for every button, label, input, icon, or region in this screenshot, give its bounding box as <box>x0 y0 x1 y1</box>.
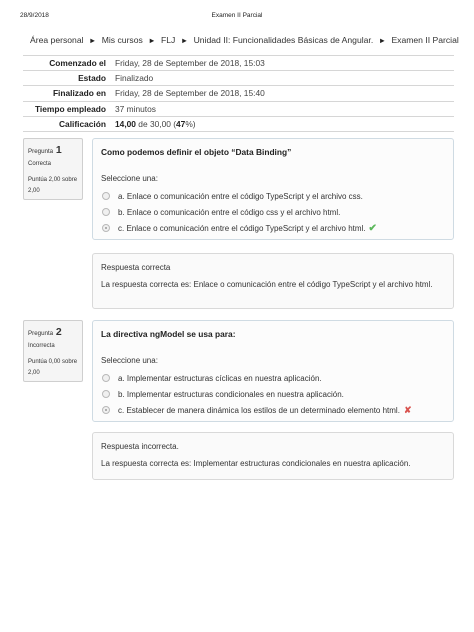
summary-label: Comenzado el <box>49 58 106 69</box>
breadcrumb-area-personal[interactable]: Área personal <box>30 35 84 45</box>
radio-button[interactable] <box>102 192 110 200</box>
summary-row-state <box>23 71 454 86</box>
question-grade <box>28 357 78 379</box>
attempt-summary-table <box>23 55 454 132</box>
summary-value <box>112 119 454 129</box>
answer-option-label: b. Enlace o comunicación entre el código css y el archivo html. <box>118 207 341 217</box>
feedback-right-answer: La respuesta correcta es: Implementar estructuras condicionales en nuestra aplicación. <box>101 459 411 468</box>
print-header <box>20 12 454 22</box>
answer-option-label: a. Implementar estructuras cíclicas en nuestra aplicación. <box>118 373 322 383</box>
answer-option[interactable] <box>101 220 445 236</box>
answer-option-label: c. Enlace o comunicación entre el código TypeScript y el archivo html. <box>118 223 366 233</box>
summary-row-time <box>23 102 454 117</box>
summary-value: Finalizado <box>115 73 154 84</box>
answer-option[interactable] <box>101 188 445 204</box>
question-number-value: 1 <box>55 144 62 156</box>
answer-option-label: a. Enlace o comunicación entre el código TypeScript y el archivo css. <box>118 191 363 201</box>
grade-total: de 30,00 ( <box>135 118 177 129</box>
question-state: Incorrecta <box>28 343 55 349</box>
answer-option-label: b. Implementar estructuras condicionales en nuestra aplicación. <box>118 389 344 399</box>
summary-row-finished <box>23 86 454 101</box>
grade-percent-suffix: %) <box>185 118 196 129</box>
triangle-right-icon: ► <box>88 36 97 45</box>
triangle-right-icon: ► <box>148 36 156 45</box>
feedback-right-answer: La respuesta correcta es: Enlace o comunicación entre el código TypeScript y el archivo html. <box>101 280 433 289</box>
feedback-text <box>101 441 445 470</box>
breadcrumb-mis-cursos[interactable]: Mis cursos <box>101 35 143 45</box>
question-formulation-2 <box>92 320 454 422</box>
grade-percent: 47 <box>176 118 186 129</box>
grade-line: 2,00 <box>28 188 40 194</box>
summary-value: 37 minutos <box>115 103 156 114</box>
grade-score: 14,00 <box>115 118 136 129</box>
check-icon: ✔ <box>368 222 377 234</box>
question-text: La directiva ngModel se usa para: <box>101 329 236 339</box>
answer-option[interactable] <box>101 370 445 386</box>
question-formulation-1 <box>92 138 454 240</box>
summary-label: Calificación <box>58 118 106 129</box>
answer-option[interactable] <box>101 204 445 220</box>
question-state: Correcta <box>28 161 52 167</box>
summary-label: Tiempo empleado <box>34 103 106 114</box>
question-number <box>28 326 78 338</box>
summary-label: Finalizado en <box>52 88 106 99</box>
print-date: 28/9/2018 <box>20 12 49 19</box>
radio-button-selected[interactable] <box>102 224 110 232</box>
question-feedback-2 <box>92 432 454 480</box>
question-number <box>28 144 78 156</box>
radio-button[interactable] <box>102 390 110 398</box>
answer-prompt: Seleccione una: <box>101 174 158 183</box>
question-number-value: 2 <box>55 326 62 338</box>
question-feedback-1 <box>92 253 454 309</box>
feedback-status: Respuesta incorrecta. <box>101 442 179 451</box>
summary-label: Estado <box>78 73 106 84</box>
summary-value: Friday, 28 de September de 2018, 15:03 <box>115 58 265 69</box>
summary-row-grade <box>23 117 454 132</box>
question-info-2 <box>23 320 83 382</box>
answer-option-label: c. Establecer de manera dinámica los estilos de un determinado elemento html. <box>118 405 400 415</box>
print-title: Examen II Parcial <box>211 12 263 19</box>
answer-option[interactable] <box>101 402 445 418</box>
radio-button[interactable] <box>102 374 110 382</box>
answer-prompt: Seleccione una: <box>101 356 158 365</box>
triangle-right-icon: ► <box>378 36 387 45</box>
question-label: Pregunta <box>28 330 54 337</box>
question-label: Pregunta <box>28 148 54 155</box>
grade-line: Puntúa 2,00 sobre <box>28 177 78 183</box>
feedback-status: Respuesta correcta <box>101 263 171 272</box>
radio-button[interactable] <box>102 208 110 216</box>
question-info-1 <box>23 138 83 200</box>
summary-row-started <box>23 56 454 71</box>
radio-button-selected[interactable] <box>102 406 110 414</box>
breadcrumb <box>30 35 464 45</box>
question-text: Como podemos definir el objeto “Data Binding” <box>101 147 292 157</box>
triangle-right-icon: ► <box>180 36 189 45</box>
summary-value: Friday, 28 de September de 2018, 15:40 <box>115 88 265 99</box>
breadcrumb-unit[interactable]: Unidad II: Funcionalidades Básicas de Angular. <box>193 35 374 45</box>
answer-option[interactable] <box>101 386 445 402</box>
grade-line: Puntúa 0,00 sobre <box>28 359 78 365</box>
question-grade <box>28 175 78 197</box>
feedback-text <box>101 262 445 291</box>
breadcrumb-course[interactable]: FLJ <box>161 35 176 45</box>
breadcrumb-quiz[interactable]: Examen II Parcial <box>391 35 459 45</box>
cross-icon: ✘ <box>403 404 412 415</box>
grade-line: 2,00 <box>28 370 40 376</box>
